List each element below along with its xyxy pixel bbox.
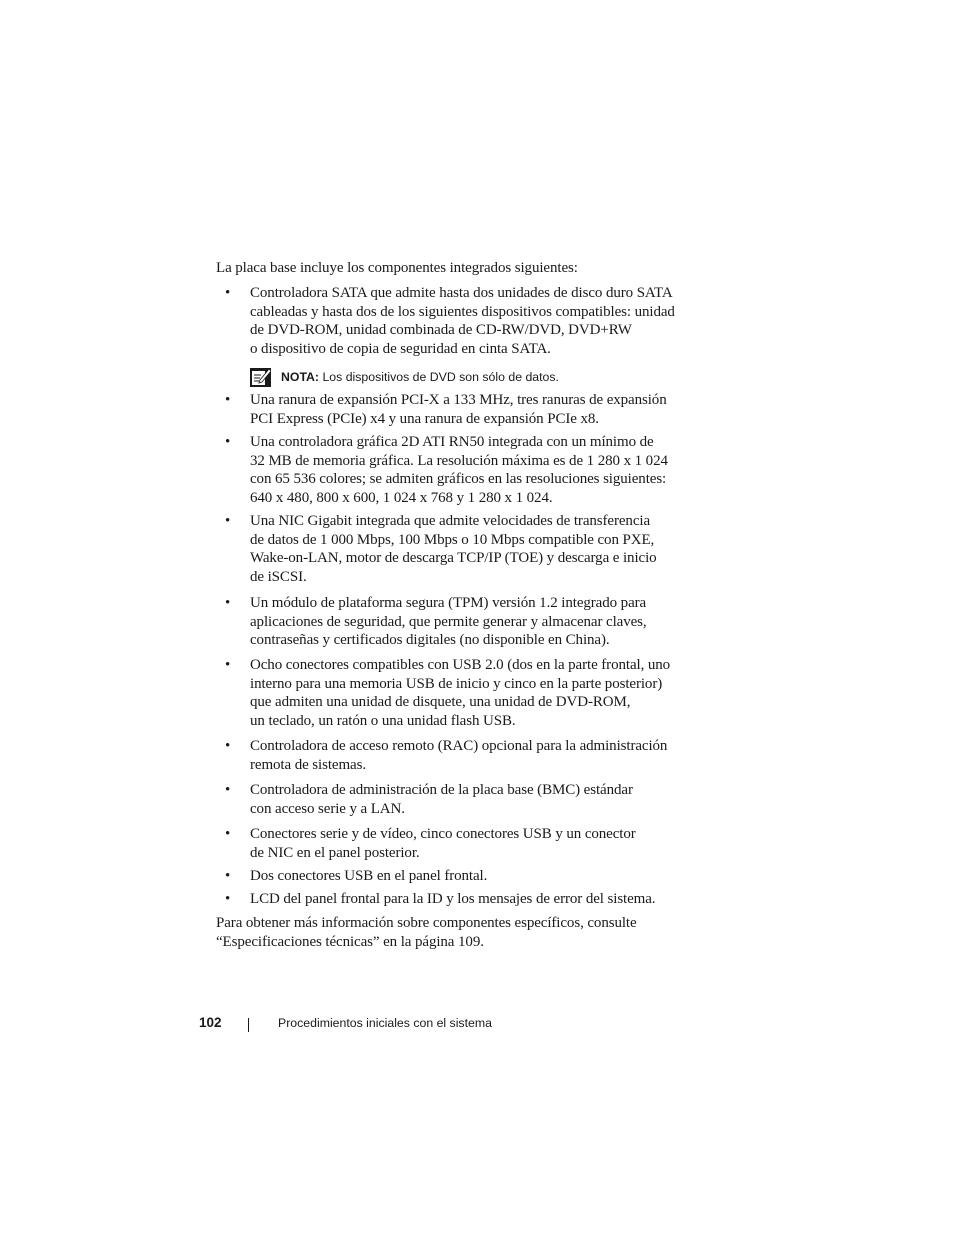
list-item-text: Controladora de administración de la placa base (BMC) estándar con acceso serie y a LAN. (250, 782, 633, 817)
list-item-text: Dos conectores USB en el panel frontal. (250, 868, 488, 884)
list-item-text: Controladora de acceso remoto (RAC) opcional para la administración remota de sistemas. (250, 738, 668, 773)
bullet-marker: • (225, 285, 231, 301)
note-callout (250, 368, 710, 390)
page-number: 102 (199, 1015, 222, 1030)
list-item-text: Una NIC Gigabit integrada que admite velocidades de transferencia de datos de 1 000 Mbps, 100 Mbps o 10 Mbps compatible con PXE, Wake-on-LAN, motor de descarga TCP/IP (TOE) y descarga e inicio de iSCSI. (250, 513, 657, 586)
list-item-text: Controladora SATA que admite hasta dos unidades de disco duro SATA cableadas y hasta dos de los siguientes dispositivos compatibles: unidad de DVD-ROM, unidad combinada de CD-RW/DVD, DVD+RW o dispositivo de copia de seguridad en cinta SATA. (250, 285, 675, 358)
list-item-text: Conectores serie y de vídeo, cinco conectores USB y un conector de NIC en el panel posterior. (250, 826, 636, 861)
closing-paragraph: Para obtener más información sobre componentes específicos, consulte “Especificaciones técnicas” en la página 109. (216, 915, 637, 950)
list-item-text: Un módulo de plataforma segura (TPM) versión 1.2 integrado para aplicaciones de seguridad, que permite generar y almacenar claves, contraseñas y certificados digitales (no disponible en China). (250, 595, 647, 649)
bullet-marker: • (225, 392, 231, 408)
note-body: Los dispositivos de DVD son sólo de datos. (319, 370, 559, 384)
list-item-text: Una controladora gráfica 2D ATI RN50 integrada con un mínimo de 32 MB de memoria gráfica. La resolución máxima es de 1 280 x 1 024 con 65 536 colores; se admiten gráficos en las resoluciones siguientes: 640 x 480, 800 x 600, 1 024 x 768 y 1 280 x 1 024. (250, 434, 668, 507)
note-pencil-icon (250, 368, 271, 387)
bullet-marker: • (225, 595, 231, 611)
bullet-marker: • (225, 657, 231, 673)
bullet-marker: • (225, 891, 231, 907)
running-footer-title: Procedimientos iniciales con el sistema (278, 1016, 492, 1030)
footer-divider (248, 1018, 249, 1032)
note-text (281, 369, 559, 385)
bullet-marker: • (225, 826, 231, 842)
note-label: NOTA: (281, 370, 320, 384)
intro-paragraph: La placa base incluye los componentes integrados siguientes: (216, 260, 578, 276)
bullet-marker: • (225, 782, 231, 798)
bullet-marker: • (225, 513, 231, 529)
bullet-marker: • (225, 868, 231, 884)
list-item-text: Una ranura de expansión PCI-X a 133 MHz, tres ranuras de expansión PCI Express (PCIe) x4 y una ranura de expansión PCIe x8. (250, 392, 667, 427)
list-item-text: Ocho conectores compatibles con USB 2.0 (dos en la parte frontal, uno interno para una memoria USB de inicio y cinco en la parte posterior) que admiten una unidad de disquete, una unidad de DVD-ROM, un teclado, un ratón o una unidad flash USB. (250, 657, 671, 730)
bullet-marker: • (225, 434, 231, 450)
list-item-text: LCD del panel frontal para la ID y los mensajes de error del sistema. (250, 891, 656, 907)
bullet-marker: • (225, 738, 231, 754)
